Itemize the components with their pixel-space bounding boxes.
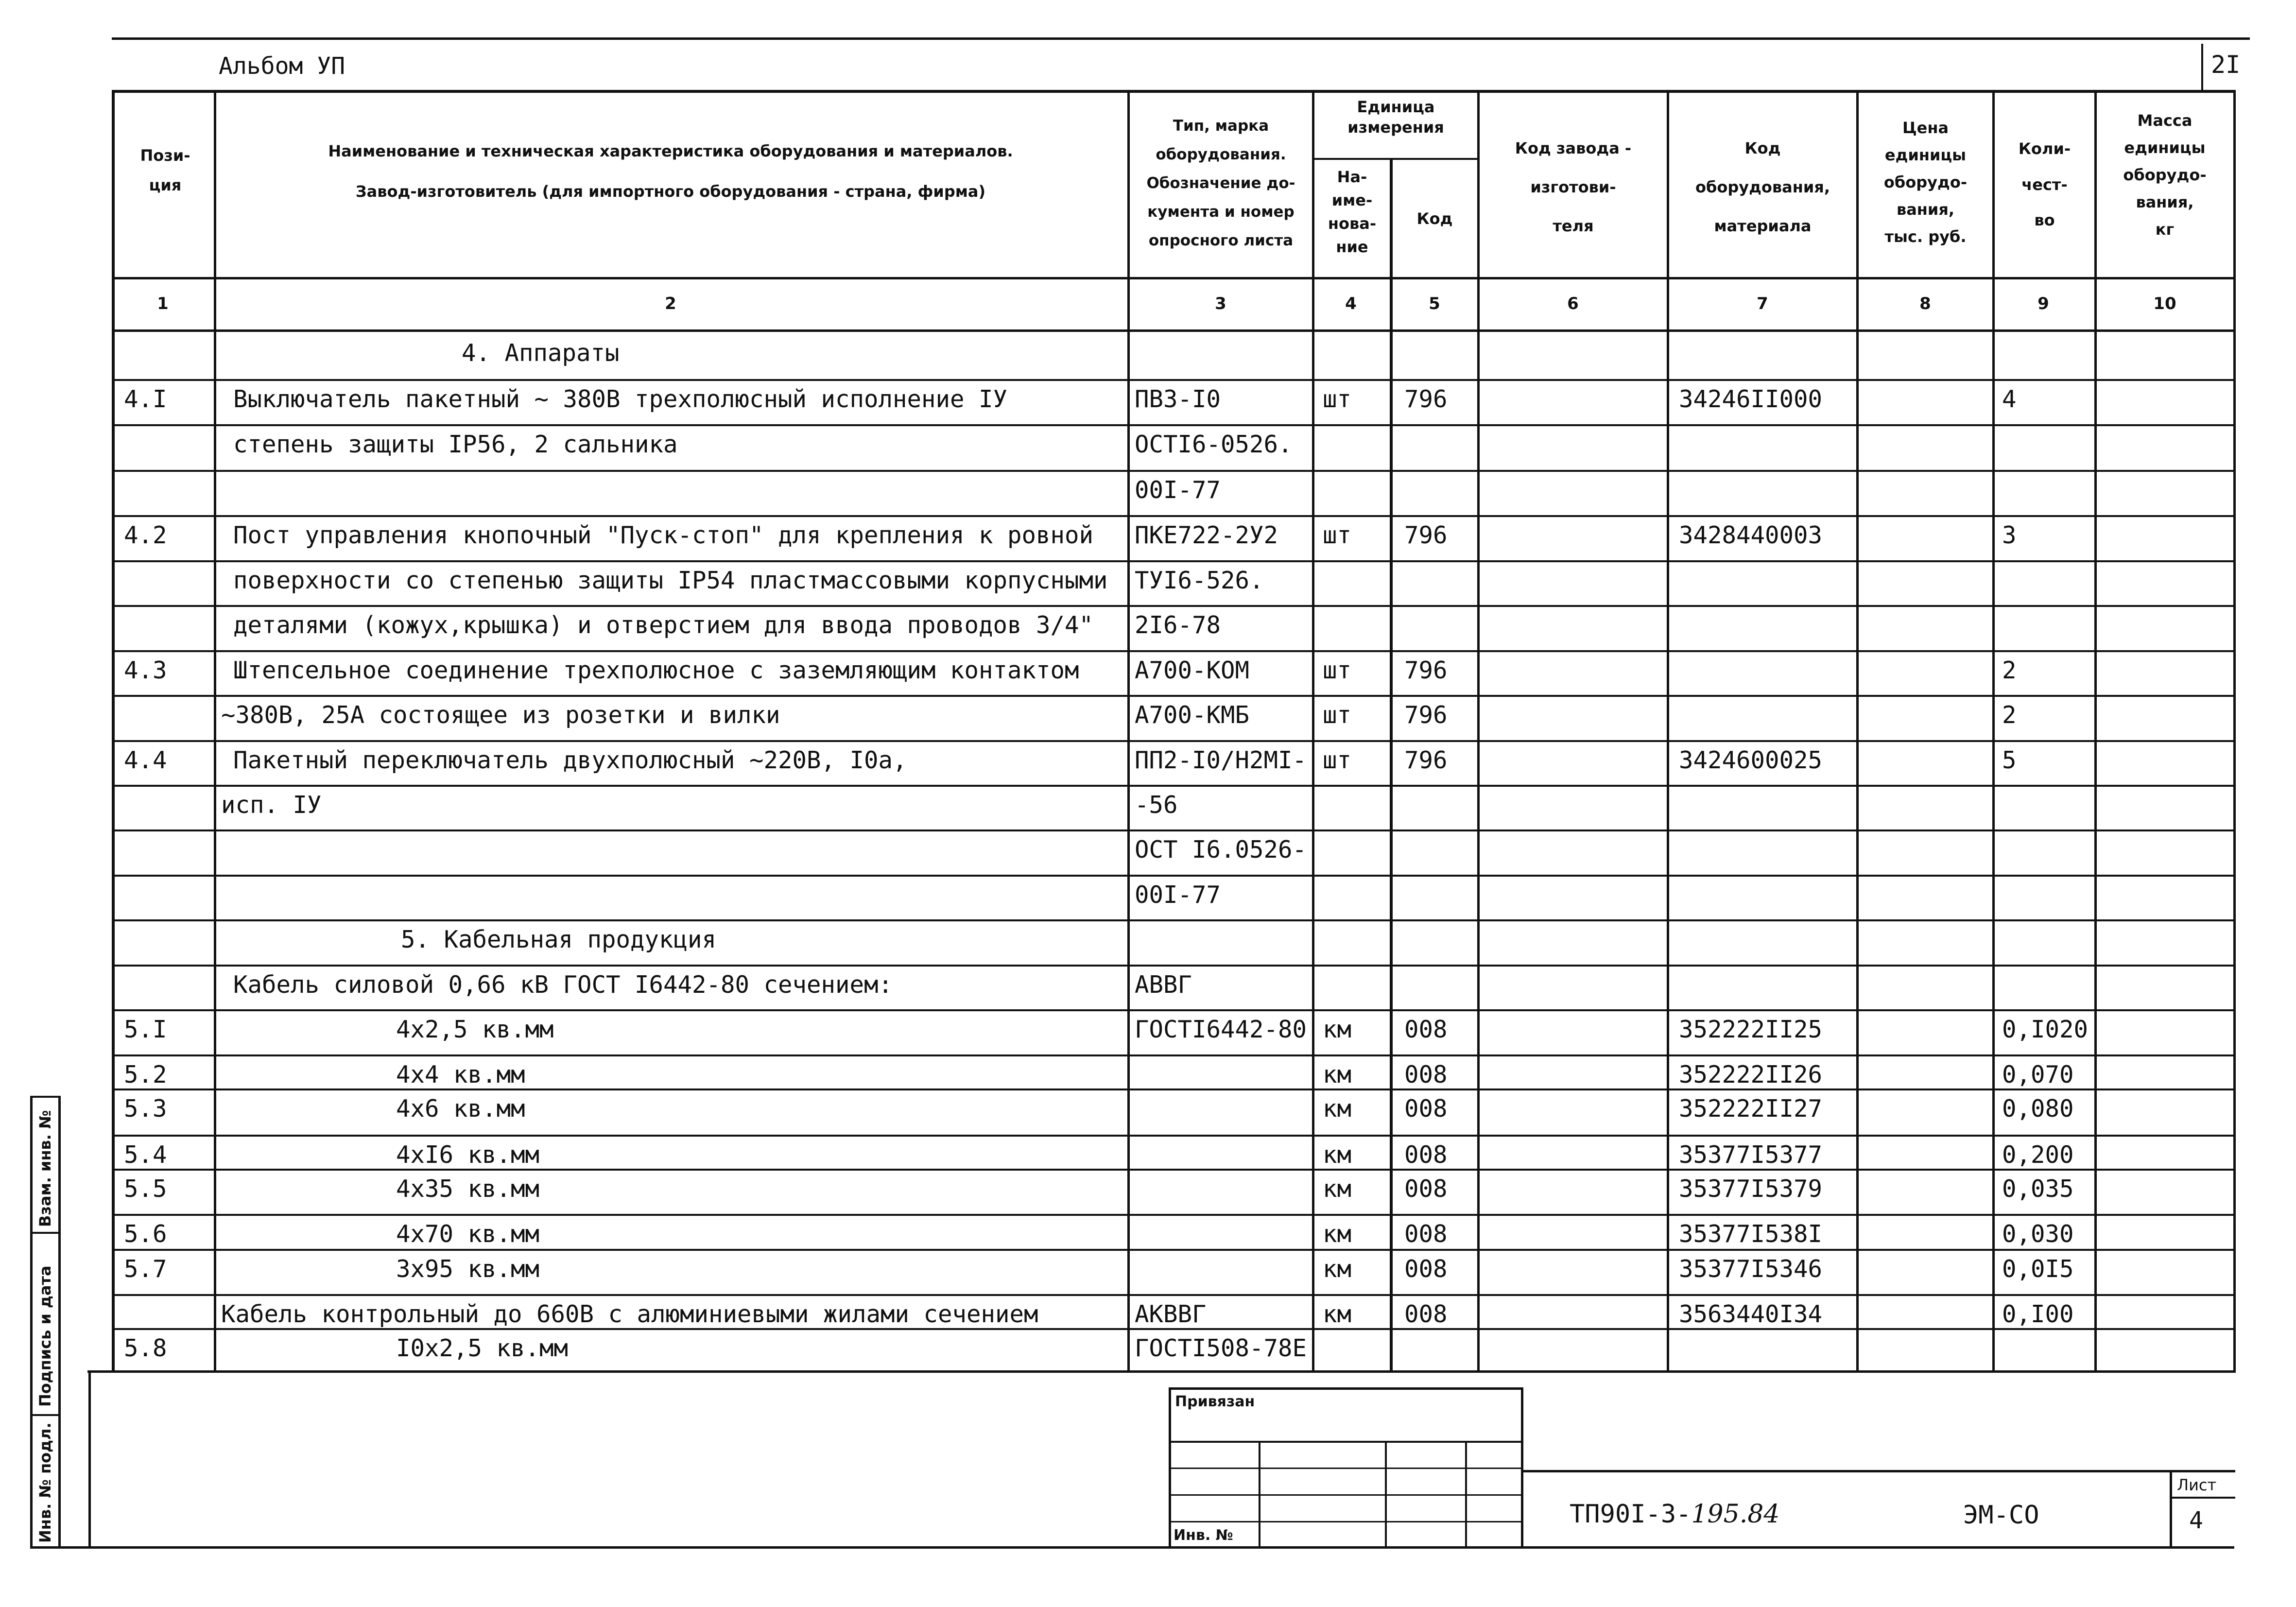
row-unit-code: 008 [1404, 1300, 1448, 1328]
row-type: ГОСТI508-78Е [1135, 1334, 1307, 1362]
row-name: исп. IУ [221, 791, 322, 819]
row-type: А700-КОМ [1135, 657, 1250, 684]
side-label-inv-original: Инв. № подл. [36, 1422, 54, 1543]
table-row-line [112, 605, 2235, 607]
row-unit: шт [1323, 746, 1352, 774]
column-number: 2 [665, 294, 676, 313]
row-unit-code: 796 [1404, 746, 1448, 774]
column-number: 6 [1567, 294, 1579, 313]
row-quantity: 0,030 [2002, 1220, 2074, 1248]
sheet-number: 4 [2189, 1507, 2203, 1534]
stamp-privyazan: Привязан [1175, 1393, 1255, 1410]
row-unit-code: 008 [1404, 1255, 1448, 1283]
stamp-inv-no: Инв. № [1174, 1527, 1233, 1544]
row-name: 5. Кабельная продукция [401, 926, 717, 953]
table-row-line [112, 1089, 2235, 1090]
header-mass: Масса единицы оборудо- вания, кг [2123, 111, 2207, 239]
row-unit: шт [1323, 657, 1352, 684]
document-code-printed: ТП90I-3- [1570, 1500, 1692, 1529]
header-unit-name: На- име- нова- ние [1328, 168, 1377, 256]
row-name: степень защиты IP56, 2 сальника [233, 431, 678, 458]
header-unit-code: Код [1416, 209, 1453, 228]
document-code-handwritten: 195.84 [1691, 1500, 1780, 1529]
row-unit-code: 008 [1404, 1141, 1448, 1169]
row-name: деталями (кожух,крышка) и отверстием для ввода проводов 3/4" [233, 611, 1094, 639]
row-unit: км [1323, 1141, 1352, 1169]
row-name: 4х70 кв.мм [396, 1220, 540, 1248]
row-unit-code: 008 [1404, 1220, 1448, 1248]
row-type: ТУI6-526. [1135, 567, 1264, 594]
table-row-line [112, 740, 2235, 742]
table-row-line [112, 919, 2235, 921]
row-type: ПП2-I0/Н2МI- [1135, 746, 1307, 774]
row-quantity: 0,200 [2002, 1141, 2074, 1169]
table-row-line [112, 695, 2235, 697]
row-unit: км [1323, 1300, 1352, 1328]
row-type: -56 [1135, 791, 1178, 819]
row-equipment-code: 3424600025 [1679, 746, 1823, 774]
row-type: А700-КМБ [1135, 701, 1250, 729]
table-row-line [112, 515, 2235, 517]
row-equipment-code: 35377I5379 [1679, 1175, 1823, 1203]
row-name: 4х6 кв.мм [396, 1095, 525, 1123]
row-equipment-code: 3428440003 [1679, 521, 1823, 549]
row-unit: км [1323, 1220, 1352, 1248]
row-name: 4хI6 кв.мм [396, 1141, 540, 1169]
column-number: 3 [1215, 294, 1226, 313]
row-position: 5.6 [124, 1220, 167, 1248]
row-quantity: 0,070 [2002, 1061, 2074, 1089]
row-quantity: 0,I020 [2002, 1016, 2089, 1043]
row-name: Пакетный переключатель двухполюсный ~220В, I0а, [233, 746, 907, 774]
row-position: 4.I [124, 385, 167, 413]
table-row-line [112, 1054, 2235, 1056]
row-type: АКВВГ [1135, 1300, 1207, 1328]
row-unit: км [1323, 1016, 1352, 1043]
column-number: 9 [2037, 294, 2049, 313]
row-equipment-code: 352222II25 [1679, 1016, 1823, 1043]
row-unit: км [1323, 1255, 1352, 1283]
row-unit-code: 796 [1404, 521, 1448, 549]
row-unit-code: 008 [1404, 1061, 1448, 1089]
header-factory-code: Код завода - изготови- теля [1515, 139, 1632, 235]
column-number: 10 [2153, 294, 2176, 313]
table-row-line [112, 560, 2235, 562]
row-name: Пост управления кнопочный "Пуск-стоп" для крепления к ровной [233, 521, 1094, 549]
row-type: 00I-77 [1135, 476, 1221, 504]
row-quantity: 4 [2002, 385, 2017, 413]
sheet-label: Лист [2177, 1476, 2217, 1494]
row-name: Выключатель пакетный ~ 380В трехполюсный исполнение IУ [233, 385, 1008, 413]
row-unit: шт [1323, 385, 1352, 413]
row-unit-code: 008 [1404, 1095, 1448, 1123]
row-position: 5.3 [124, 1095, 167, 1123]
row-type: 00I-77 [1135, 881, 1221, 909]
row-position: 4.4 [124, 746, 167, 774]
row-quantity: 0,I00 [2002, 1300, 2074, 1328]
row-name: Кабель силовой 0,66 кВ ГОСТ I6442-80 сечением: [233, 971, 893, 999]
row-name: 3х95 кв.мм [396, 1255, 540, 1283]
table-row-line [112, 965, 2235, 967]
row-position: 4.3 [124, 657, 167, 684]
document-mark: ЭМ-СО [1963, 1501, 2039, 1530]
header-equipment-code: Код оборудования, материала [1695, 139, 1830, 235]
row-unit-code: 796 [1404, 657, 1448, 684]
row-name: 4х4 кв.мм [396, 1061, 525, 1089]
row-position: 4.2 [124, 521, 167, 549]
row-unit: шт [1323, 521, 1352, 549]
table-row-line [112, 1009, 2235, 1011]
row-position: 5.7 [124, 1255, 167, 1283]
row-quantity: 2 [2002, 657, 2017, 684]
row-unit: км [1323, 1175, 1352, 1203]
row-name: Кабель контрольный до 660В с алюминиевыми жилами сечением [221, 1300, 1038, 1328]
side-label-replace-inv: Взам. инв. № [36, 1110, 54, 1227]
row-unit-code: 008 [1404, 1175, 1448, 1203]
row-unit: км [1323, 1095, 1352, 1123]
table-row-line [112, 829, 2235, 831]
table-row-line [112, 424, 2235, 426]
column-number: 5 [1429, 294, 1440, 313]
table-row-line [112, 1214, 2235, 1216]
row-equipment-code: 352222II26 [1679, 1061, 1823, 1089]
row-quantity: 0,0I5 [2002, 1255, 2074, 1283]
row-name: поверхности со степенью защиты IP54 пластмассовыми корпусными [233, 567, 1108, 594]
row-quantity: 5 [2002, 746, 2017, 774]
row-name: I0х2,5 кв.мм [396, 1334, 569, 1362]
table-row-line [112, 1328, 2235, 1330]
row-quantity: 3 [2002, 521, 2017, 549]
row-position: 5.4 [124, 1141, 167, 1169]
row-quantity: 0,035 [2002, 1175, 2074, 1203]
table-row-line [112, 1294, 2235, 1296]
row-equipment-code: 3563440I34 [1679, 1300, 1823, 1328]
document-code [1570, 1502, 1779, 1527]
album-title: Альбом УП [219, 52, 345, 80]
row-position: 5.I [124, 1016, 167, 1043]
row-position: 5.8 [124, 1334, 167, 1362]
table-row-line [112, 1135, 2235, 1137]
row-equipment-code: 352222II27 [1679, 1095, 1823, 1123]
row-name: 4х2,5 кв.мм [396, 1016, 554, 1043]
row-unit-code: 796 [1404, 701, 1448, 729]
table-row-line [112, 785, 2235, 787]
header-name: Наименование и техническая характеристика оборудования и материалов. Завод-изготовитель (для импортного оборудования - страна, фирма) [328, 142, 1013, 201]
row-quantity: 2 [2002, 701, 2017, 729]
row-name: 4. Аппараты [462, 339, 620, 367]
row-equipment-code: 35377I5377 [1679, 1141, 1823, 1169]
row-equipment-code: 35377I538I [1679, 1220, 1823, 1248]
row-equipment-code: 34246II000 [1679, 385, 1823, 413]
table-row-line [112, 379, 2235, 381]
row-equipment-code: 35377I5346 [1679, 1255, 1823, 1283]
row-name: ~380В, 25А состоящее из розетки и вилки [221, 701, 780, 729]
row-position: 5.2 [124, 1061, 167, 1089]
column-number: 1 [157, 294, 169, 313]
header-position: Пози- ция [140, 146, 190, 194]
row-type: ОСТI6-0526. [1135, 431, 1293, 458]
row-type: ОСТ I6.0526- [1135, 836, 1307, 864]
side-label-signature-date: Подпись и дата [36, 1265, 54, 1407]
row-quantity: 0,080 [2002, 1095, 2074, 1123]
table-row-line [112, 1249, 2235, 1251]
row-unit-code: 008 [1404, 1016, 1448, 1043]
column-number: 4 [1345, 294, 1357, 313]
header-type: Тип, марка оборудования. Обозначение до- кумента и номер опросного листа [1146, 117, 1295, 249]
header-price: Цена единицы оборудо- вания, тыс. руб. [1883, 119, 1968, 246]
header-quantity: Коли- чест- во [2018, 139, 2071, 230]
row-unit-code: 796 [1404, 385, 1448, 413]
header-unit-group: Единица измерения [1347, 98, 1444, 137]
table-row-line [112, 470, 2235, 472]
row-type: ПВЗ-I0 [1135, 385, 1221, 413]
row-type: ПКЕ722-2У2 [1135, 521, 1278, 549]
table-row-line [112, 650, 2235, 652]
row-type: ГОСТI6442-80 [1135, 1016, 1307, 1043]
row-name: Штепсельное соединение трехполюсное с заземляющим контактом [233, 657, 1079, 684]
table-row-line [112, 875, 2235, 877]
table-row-line [112, 1169, 2235, 1171]
column-number: 7 [1757, 294, 1768, 313]
page-number: 2I [2211, 51, 2241, 79]
row-unit: шт [1323, 701, 1352, 729]
row-unit: км [1323, 1061, 1352, 1089]
row-type: АВВГ [1135, 971, 1192, 999]
column-number: 8 [1919, 294, 1931, 313]
row-name: 4х35 кв.мм [396, 1175, 540, 1203]
row-type: 2I6-78 [1135, 611, 1221, 639]
row-position: 5.5 [124, 1175, 167, 1203]
